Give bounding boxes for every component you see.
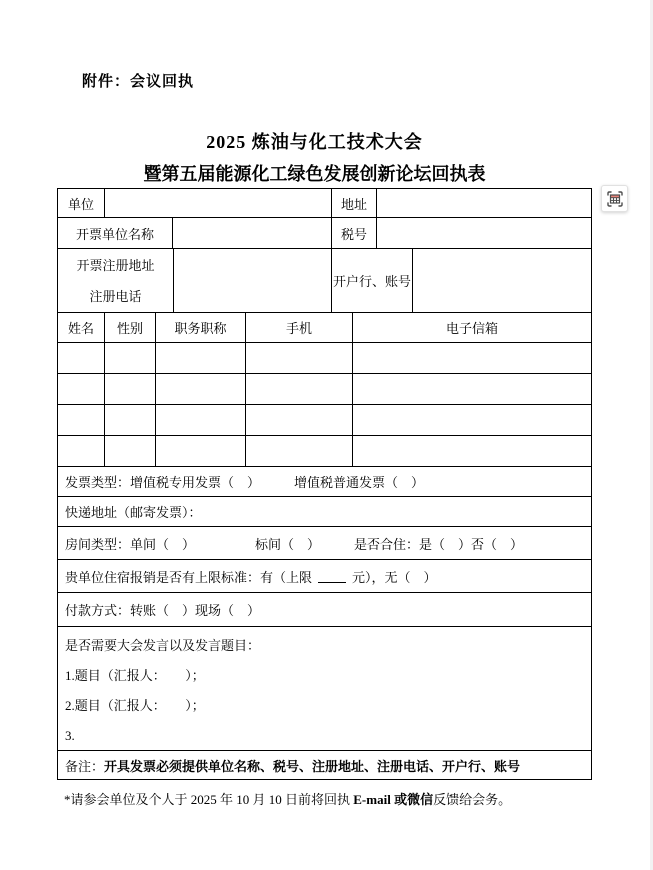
gender-cell [104,343,155,373]
row-regaddr-bank [58,248,591,312]
speech-topic-3: 3. [65,728,75,743]
room-double: 标间（ ） [255,536,321,552]
reg-address-label [58,249,173,312]
footnote [64,789,511,808]
person-row [58,404,591,435]
payment-cell: 付款方式：转账（ ）现场（ ） [65,603,261,618]
room-share: 是否合住：是（ ）否（ ） [354,536,524,552]
position-cell [155,343,245,373]
position-cell [155,405,245,435]
gender-cell [104,405,155,435]
remark-bold-text: 开具发票必须提供单位名称、税号、注册地址、注册电话、开户行、账号 [104,758,521,774]
tax-number-value-cell [376,218,591,248]
table-select-button[interactable] [601,185,628,212]
mobile-cell [245,374,352,404]
address-label: 地址 [331,189,376,217]
document-subtitle: 暨第五届能源化工绿色发展创新论坛回执表 [143,164,486,184]
reg-address-value-cell [173,249,331,312]
reply-form-table [57,188,592,780]
name-cell [58,374,104,404]
remark-cell [58,751,591,779]
row-invoice-name-tax [58,217,591,248]
email-cell [352,436,591,466]
mobile-cell [245,405,352,435]
person-row [58,373,591,404]
room-type-cell [58,527,591,559]
express-address-cell: 快递地址（邮寄发票）： [65,505,202,520]
header-gender: 性别 [104,313,155,342]
row-remark [58,750,591,779]
remark-label: 备注： [65,758,105,774]
speech-question: 是否需要大会发言以及发言题目： [65,638,261,653]
invoice-name-label: 开票单位名称 [75,226,154,242]
footnote-prefix: *请参会单位及个人于 2025 年 10 月 10 日前将回执 [64,792,354,807]
limit-prefix: 贵单位住宿报销是否有上限标准：有（上限 [65,569,313,585]
footnote-bold: E-mail 或微信 [353,792,434,807]
header-name: 姓名 [67,321,94,336]
footnote-suffix: 反馈给会务。 [433,792,512,807]
email-cell [352,405,591,435]
row-payment [58,592,591,626]
address-value-cell [376,189,591,217]
person-row [58,435,591,466]
invoice-type-special: 发票类型：增值税专用发票（ ） [65,475,261,490]
header-position: 职务职称 [155,313,245,342]
limit-suffix: 元），无（ ） [352,569,437,585]
row-unit-address [58,189,591,217]
name-cell [58,436,104,466]
limit-blank-underline [318,570,346,583]
invoice-type-cell [58,467,591,496]
unit-value-cell [104,189,331,217]
mobile-cell [245,436,352,466]
person-header-row [58,312,591,342]
room-single: 房间类型：单间（ ） [65,536,196,552]
person-row [58,342,591,373]
bank-account-value-cell [412,249,591,312]
invoice-name-value-cell [172,218,331,248]
name-cell [58,343,104,373]
bank-account-label: 开户行、账号 [331,249,412,312]
email-cell [352,343,591,373]
header-mobile: 手机 [245,313,352,342]
row-speech [58,626,591,750]
row-invoice-type [58,466,591,496]
reimbursement-limit-cell [58,560,591,592]
attachment-heading: 附件：会议回执 [82,74,195,90]
reg-address-label-line2: 注册电话 [89,288,142,304]
position-cell [155,374,245,404]
speech-topic-1: 1.题目（汇报人： ）； [65,668,205,683]
tax-number-label: 税号 [331,218,376,248]
mobile-cell [245,343,352,373]
table-select-icon [606,190,624,208]
header-email: 电子信箱 [352,313,591,342]
position-cell [155,436,245,466]
email-cell [352,374,591,404]
row-reimbursement-limit [58,559,591,592]
document-title: 2025 炼油与化工技术大会 [206,132,423,152]
name-cell [58,405,104,435]
row-express-address [58,496,591,526]
row-room-type [58,526,591,559]
invoice-type-general: 增值税普通发票（ ） [294,475,425,490]
gender-cell [104,374,155,404]
speech-cell [58,627,591,750]
gender-cell [104,436,155,466]
unit-label: 单位 [67,196,94,212]
speech-topic-2: 2.题目（汇报人： ）； [65,698,205,713]
reg-address-label-line1: 开票注册地址 [76,257,155,273]
